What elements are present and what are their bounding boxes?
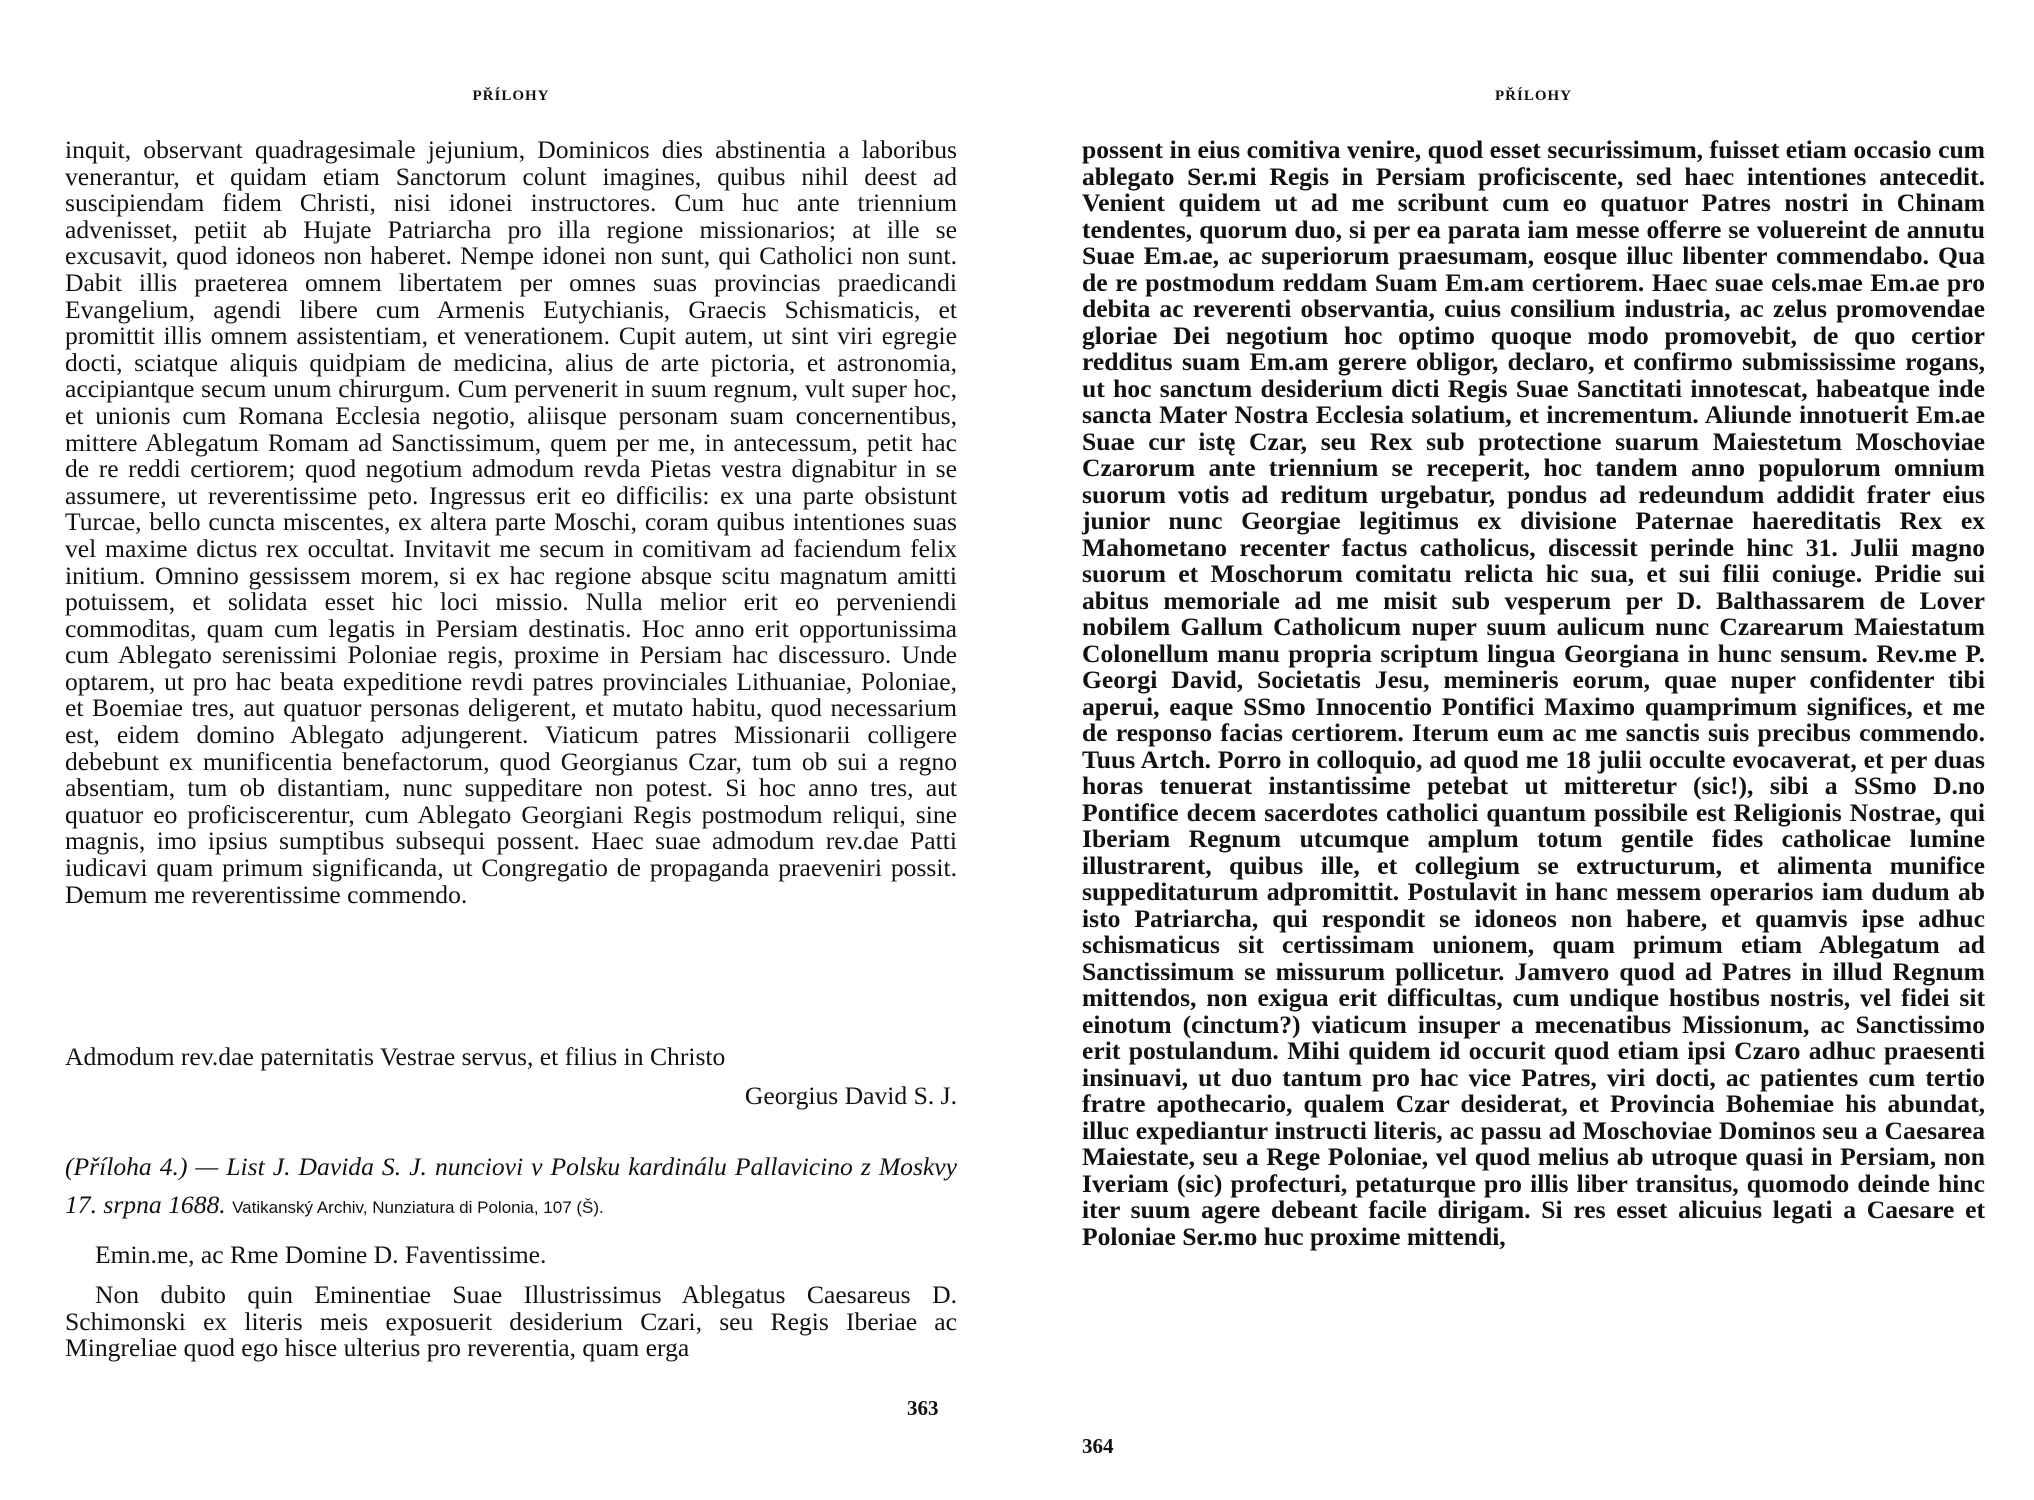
salutation: Emin.me, ac Rme Domine D. Faventissime.: [95, 1240, 547, 1269]
running-header: PŘÍLOHY: [1494, 88, 1572, 104]
body-paragraph: possent in eius comitiva venire, quod esset securissimum, fuisset etiam occasio cum ablegato Ser.mi Regis in Persiam proficiscente, sed haec intentiones antecedit. Venient quidem ut ad me scribunt cum eo quatuor Patres nostri in Chinam tendentes, quorum duo, si per ea parata iam messe offerre se voluereint de annutu Suae Em.ae, ac superiorum praesumam, eosque illuc libenter commendabo. Qua de re postmodum reddam Suam Em.am certiorem. Haec suae cels.mae Em.ae pro debita ac reverenti observantia, cuius consilium industria, ac zelus promovendae gloriae Dei negotium hoc optimo quoque modo promovebit, de quo certior redditus suam Em.am gerere obligor, declaro, et confirmo submississime rogans, ut hoc sanctum desiderium dicti Regis Suae Sanctitati innotescat, habeatque inde sancta Mater Nostra Ecclesia solatium, et incrementum. Aliunde innotuerit Em.ae Suae cur istę Czar, seu Rex sub protectione suarum Maiestetum Moschoviae Czarorum ante triennium se receperit, hoc tandem anno populorum omnium suorum votis ad reditum urgebatur, pondus ad redeundum addidit frater eius junior nunc Georgiae legitimus ex divisione Paternae haereditatis Rex ex Mahometano recenter factus catholicus, discessit perinde hinc 31. Julii magno suorum et Moschorum comitatu relicta hic sua, et sui filii coniuge. Pridie sui abitus memoriale ad me misit sub vesperum per D. Balthassarem de Lover nobilem Gallum Catholicum nuper suum aulicum nunc Czarearum Maiestatum Colonellum manu propria scriptum lingua Georgiana in hunc sensum. Rev.me P. Georgi David, Societatis Jesu, memineris eorum, quae nuper confidenter tibi aperui, eaque SSmo Innocentio Pontifici Maximo quamprimum significes, et me de responso facias certiorem. Iterum eum ac me sanctis suis precibus commendo. Tuus Artch. Porro in colloquio, ad quod me 18 julii occulte evocaverat, et per duas horas tenuerat instantissime petebat ut mitteretur (sic!), sibi a SSmo D.no Pontifice decem sacerdotes catholici quantum possibile est Religionis Nostrae, qui Iberiam Regnum utcumque amplum totum gentile fides catholicae lumine illustrarent, quibus ille, et collegium se extructurum, et alimenta munifice suppeditaturum adpromittit. Postulavit in hanc messem operarios iam dudum ab isto Patriarcha, qui respondit se idoneos non habere, et quamvis ipse adhuc schismaticus sit certissimam unionem, quam primum etiam Ablegatum ad Sanctissimum se missurum pollicetur. Jamvero quod ad Patres in illud Regnum mittendos, non exigua erit difficultas, cum undique hostibus nostris, vel fidei sit einotum (cinctum?) viaticum insuper a mecenatibus Missionum, ac Sanctissimo erit postulandum. Mihi quidem id occurit quod etiam ipsi Czaro adhuc praesenti insinuavi, ut duo tantum pro hac vice Patres, viri docti, ac patientes cum tertio fratre apothecario, qualem Czar desiderat, et Provincia Bohemiae his abundat, illuc expediantur instructi literis, ac passu ad Moschoviae Dominos seu a Caesarea Maiestate, seu a Rege Poloniae, vel quod melius ab utroque quasi in Persiam, non Iveriam (sic) profecturi, petaturque pro illis liber transitus, quomodo deinde hinc iter suum agere debeant facile dirigam. Si res esset alicuius legati a Caesare et Poloniae Ser.mo huc proxime mittendi,: [1082, 135, 1985, 1251]
closing-line: Admodum rev.dae paternitatis Vestrae servus, et filius in Christo: [65, 1042, 726, 1071]
running-header: PŘÍLOHY: [472, 88, 550, 104]
left-page: [0, 0, 1000, 1500]
annex-heading: [65, 1148, 957, 1227]
letter-body-text: [65, 137, 957, 908]
archive-source: Vatikanský Archiv, Nunziatura di Polonia, 107 (Š).: [232, 1198, 604, 1217]
right-page: [1017, 0, 2034, 1500]
signature: Georgius David S. J.: [744, 1081, 957, 1110]
letter-opening-paragraph: Non dubito quin Eminentiae Suae Illustrissimus Ablegatus Caesareus D. Schimonski ex literis meis exposuerit desiderium Czari, seu Regis Iberiae ac Mingreliae quod ego hisce ulterius pro reverentia, quam erga: [65, 1280, 957, 1363]
annex-title: (Příloha 4.) — List J. Davida S. J. nunciovi v Polsku kardinálu Pallavicino z Moskvy 17. srpna 1688.: [65, 1152, 957, 1219]
page-number: 364: [1082, 1434, 1114, 1458]
letter-body-text: [1082, 137, 1985, 1250]
body-paragraph: inquit, observant quadragesimale jejunium, Dominicos dies abstinentia a laboribus venerantur, et quidam etiam Sanctorum colunt imagines, quibus nihil deest ad suscipiendam fidem Christi, nisi idonei instructores. Cum huc ante triennium advenisset, petiit ab Hujate Patriarcha pro illa regione missionarios; at ille se excusavit, quod idoneos non haberet. Nempe idonei non sunt, qui Catholici non sunt. Dabit illis praeterea omnem libertatem per omnes suas provincias praedicandi Evangelium, agendi libere cum Armenis Eutychianis, Graecis Schismaticis, et promittit illis omnem assistentiam, et venerationem. Cupit autem, ut sint viri egregie docti, sciatque aliquis quidpiam de medicina, alius de arte pictoria, et astronomia, accipiantque secum unum chirurgum. Cum pervenerit in suum regnum, vult super hoc, et unionis cum Romana Ecclesia negotio, aliisque personam suam concernentibus, mittere Ablegatum Romam ad Sanctissimum, quem per me, in antecessum, petit hac de re reddi certiorem; quod negotium admodum revda Pietas vestra dignabitur in se assumere, ut reverentissime peto. Ingressus erit eo difficilis: ex una parte obsistunt Turcae, bello cuncta miscentes, ex altera parte Moschi, coram quibus intentiones suas vel maxime dictus rex occultat. Invitavit me secum in comitivam ad faciendum felix initium. Omnino gessissem morem, si ex hac regione absque scitu magnatum amitti potuissem, et solidata esset hic loci missio. Nulla melior erit eo perveniendi commoditas, quam cum legatis in Persiam destinatis. Hoc anno erit opportunissima cum Ablegato serenissimi Poloniae regis, proxime in Persiam hac discessuro. Unde optarem, ut pro hac beata expeditione revdi patres provinciales Lithuaniae, Poloniae, et Boemiae tres, aut quatuor personas deligerent, et mutato habitu, quod necessarium est, eidem domino Ablegato adjungerent. Viaticum patres Missionarii colligere debebunt ex munificentia benefactorum, quod Georgianus Czar, tum ob sui a regno absentiam, tum ob distantiam, nunc suppeditare non potest. Si hoc anno tres, aut quatuor eo proficiscerentur, cum Ablegato Georgiani Regis postmodum reliqui, sine magnis, imo ipsius sumptibus subsequi possent. Haec suae admodum rev.dae Patti iudicavi quam primum significanda, ut Congregatio de propaganda praeveniri possit. Demum me reverentissime commendo.: [65, 135, 957, 909]
page-number: 363: [907, 1396, 939, 1420]
